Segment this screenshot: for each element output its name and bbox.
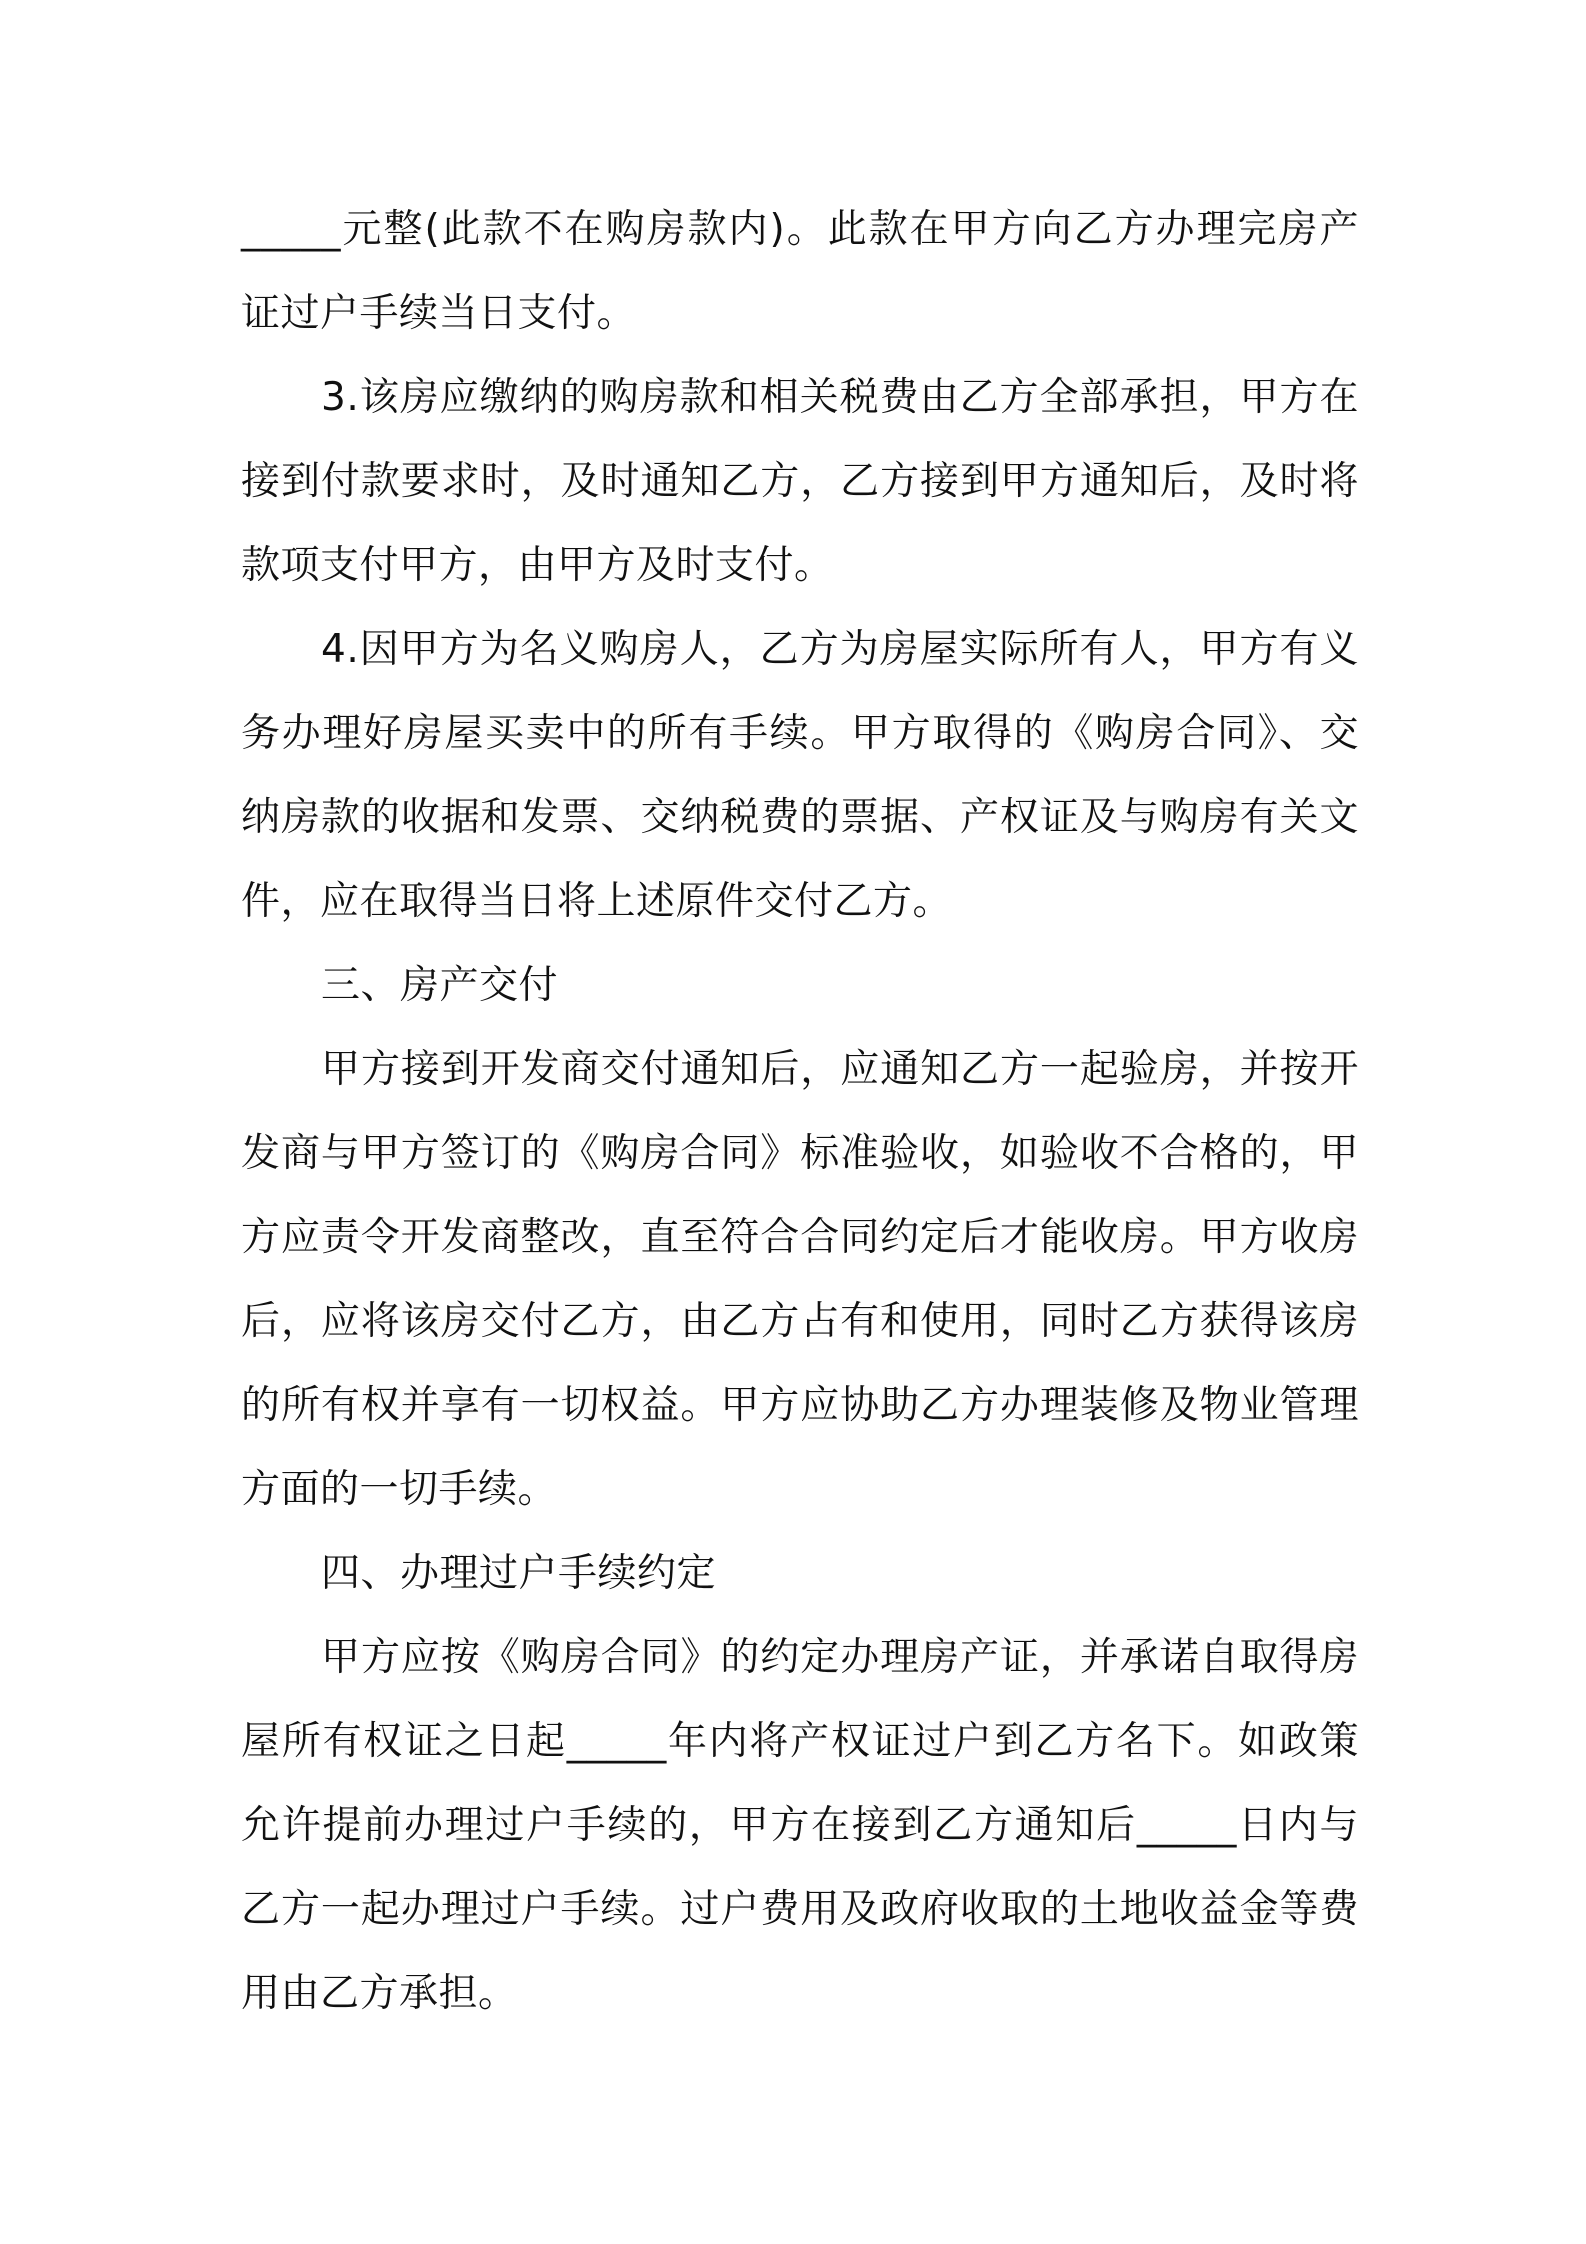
contract-body <box>241 188 1359 2036</box>
paragraph-property-delivery: 甲方接到开发商交付通知后，应通知乙方一起验房，并按开发商与甲方签订的《购房合同》标准验收，如验收不合格的，甲方应责令开发商整改，直至符合合同约定后才能收房。甲方收房后，应将该房交付乙方，由乙方占有和使用，同时乙方获得该房的所有权并享有一切权益。甲方应协助乙方办理装修及物业管理方面的一切手续。 <box>241 1047 1359 1512</box>
paragraph-payment-terms: _____元整(此款不在购房款内)。此款在甲方向乙方办理完房产证过户手续当日支付。 <box>241 207 1359 336</box>
paragraph-transfer-procedures: 甲方应按《购房合同》的约定办理房产证，并承诺自取得房屋所有权证之日起_____年内将产权证过户到乙方名下。如政策允许提前办理过户手续的，甲方在接到乙方通知后_____日内与乙方一起办理过户手续。过户费用及政府收取的土地收益金等费用由乙方承担。 <box>241 1635 1359 2016</box>
section-heading-transfer-procedures: 四、办理过户手续约定 <box>321 1551 717 1596</box>
paragraph-clause-4: 4.因甲方为名义购房人，乙方为房屋实际所有人，甲方有义务办理好房屋买卖中的所有手续。甲方取得的《购房合同》、交纳房款的收据和发票、交纳税费的票据、产权证及与购房有关文件，应在取得当日将上述原件交付乙方。 <box>241 627 1359 924</box>
paragraph-clause-3: 3.该房应缴纳的购房款和相关税费由乙方全部承担，甲方在接到付款要求时，及时通知乙方，乙方接到甲方通知后，及时将款项支付甲方，由甲方及时支付。 <box>241 375 1359 588</box>
section-heading-property-delivery: 三、房产交付 <box>321 963 559 1008</box>
